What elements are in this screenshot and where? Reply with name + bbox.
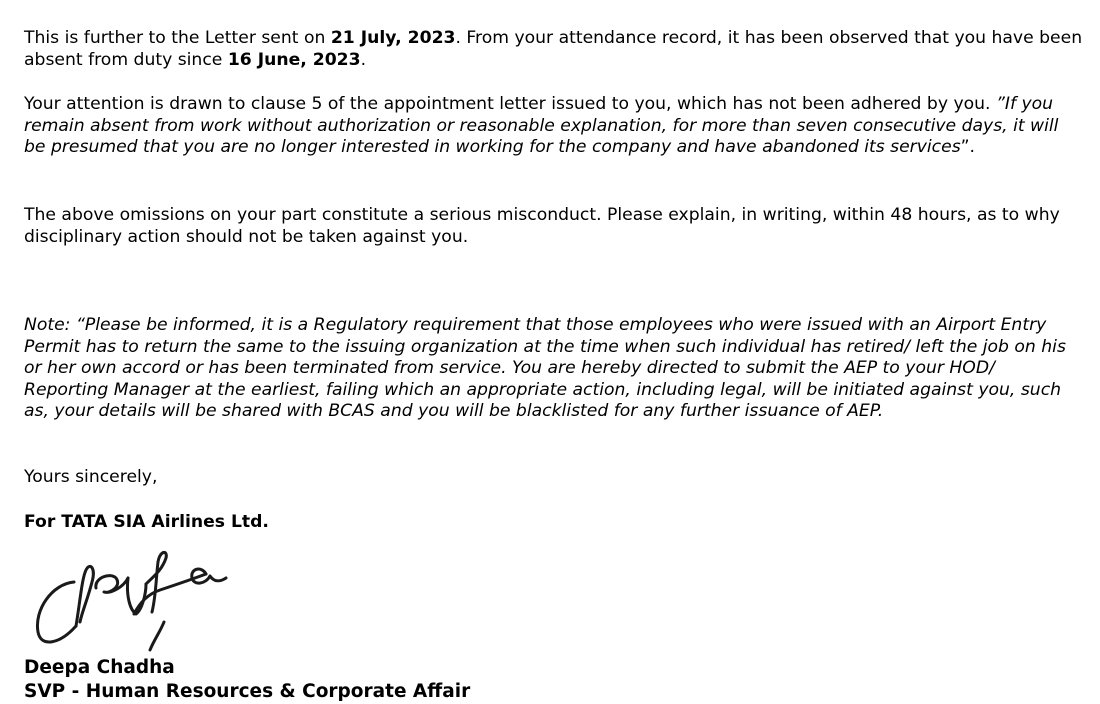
company-name: For TATA SIA Airlines Ltd. [24,512,269,532]
para1-text-start: This is further to the Letter sent on [24,28,331,48]
letter-date: 21 July, 2023 [330,28,456,48]
clause-intro: Your attention is drawn to clause 5 of the appointment letter issued to you, which has not been adhered by you. [24,94,996,114]
handwritten-signature-icon [30,540,230,655]
signatory-title: SVP - Human Resources & Corporate Affair [24,681,471,702]
paragraph-clause-reference [24,94,1084,159]
paragraph-absence-notice [24,28,1084,71]
absence-start-date: 16 June, 2023 [227,49,361,70]
paragraph-misconduct: The above omissions on your part constitute a serious misconduct. Please explain, in writing, within 48 hours, as to why disciplinary action should not be taken against you. [24,205,1060,247]
clause-quote-end: ”. [960,137,976,157]
paragraph-aep-note: Note: “Please be informed, it is a Regulatory requirement that those employees who were issued with an Airport Entry Permit has to return the same to the issuing organization at the time when such individual has retired/ left the job on his or her own accord or has been terminated from service. You are hereby directed to submit the AEP to your HOD/ Reporting Manager at the earliest, failing which an appropriate action, including legal, will be initiated against you, such as, your details will be shared with BCAS and you will be blacklisted for any further issuance of AEP. [24,315,1066,421]
closing-salutation: Yours sincerely, [24,467,158,487]
para1-text-middle: . From your attendance record, it has been observed that you have been absent from duty since [24,28,1083,70]
clause-quote: ”If you remain absent from work without authorization or reasonable explanation, for more than seven consecutive days, it will be presumed that you are no longer interested in working for the company and have abandoned its services [24,94,1059,157]
signatory-name: Deepa Chadha [24,657,175,678]
para1-text-end: . [360,49,367,70]
